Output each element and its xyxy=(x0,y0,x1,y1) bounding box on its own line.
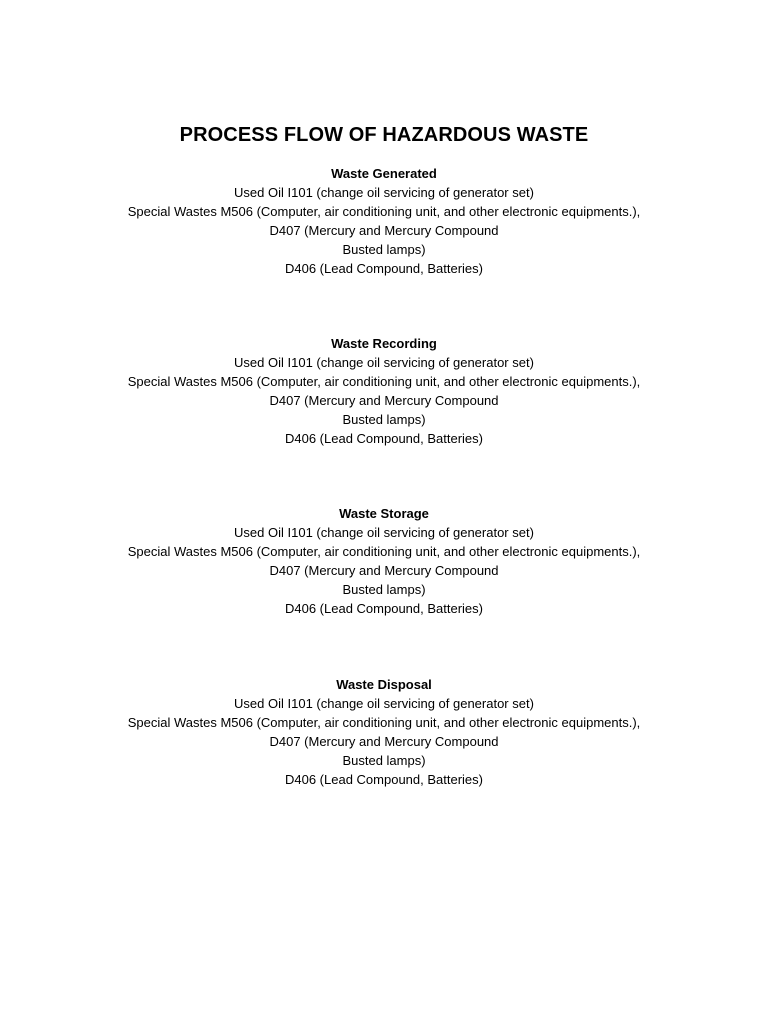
section-heading: Waste Storage xyxy=(339,506,429,521)
section-line-special-wastes: Special Wastes M506 (Computer, air conditioning unit, and other electronic equipments.), xyxy=(127,204,641,219)
section-waste-storage xyxy=(0,504,768,618)
section-line-d406: D406 (Lead Compound, Batteries) xyxy=(284,431,483,446)
section-line-d407: D407 (Mercury and Mercury Compound xyxy=(269,563,499,578)
section-line-special-wastes: Special Wastes M506 (Computer, air conditioning unit, and other electronic equipments.), xyxy=(127,374,641,389)
section-line-busted-lamps: Busted lamps) xyxy=(342,242,426,257)
section-heading: Waste Disposal xyxy=(336,677,432,692)
section-line-used-oil: Used Oil I101 (change oil servicing of generator set) xyxy=(234,525,534,540)
section-line-d406: D406 (Lead Compound, Batteries) xyxy=(284,261,483,276)
section-line-special-wastes: Special Wastes M506 (Computer, air conditioning unit, and other electronic equipments.), xyxy=(127,715,641,730)
section-line-busted-lamps: Busted lamps) xyxy=(342,582,426,597)
section-heading: Waste Recording xyxy=(331,336,437,351)
section-line-d407: D407 (Mercury and Mercury Compound xyxy=(269,393,499,408)
section-waste-generated xyxy=(0,164,768,278)
section-line-d407: D407 (Mercury and Mercury Compound xyxy=(269,223,499,238)
section-line-busted-lamps: Busted lamps) xyxy=(342,412,426,427)
section-line-special-wastes: Special Wastes M506 (Computer, air conditioning unit, and other electronic equipments.), xyxy=(127,544,641,559)
section-waste-recording xyxy=(0,334,768,448)
section-line-d407: D407 (Mercury and Mercury Compound xyxy=(269,734,499,749)
section-line-used-oil: Used Oil I101 (change oil servicing of generator set) xyxy=(234,696,534,711)
section-line-used-oil: Used Oil I101 (change oil servicing of generator set) xyxy=(234,355,534,370)
section-line-d406: D406 (Lead Compound, Batteries) xyxy=(284,772,483,787)
page-title: PROCESS FLOW OF HAZARDOUS WASTE xyxy=(179,124,589,146)
section-line-used-oil: Used Oil I101 (change oil servicing of generator set) xyxy=(234,185,534,200)
section-heading: Waste Generated xyxy=(331,166,437,181)
section-line-busted-lamps: Busted lamps) xyxy=(342,753,426,768)
section-waste-disposal xyxy=(0,675,768,789)
section-line-d406: D406 (Lead Compound, Batteries) xyxy=(284,601,483,616)
